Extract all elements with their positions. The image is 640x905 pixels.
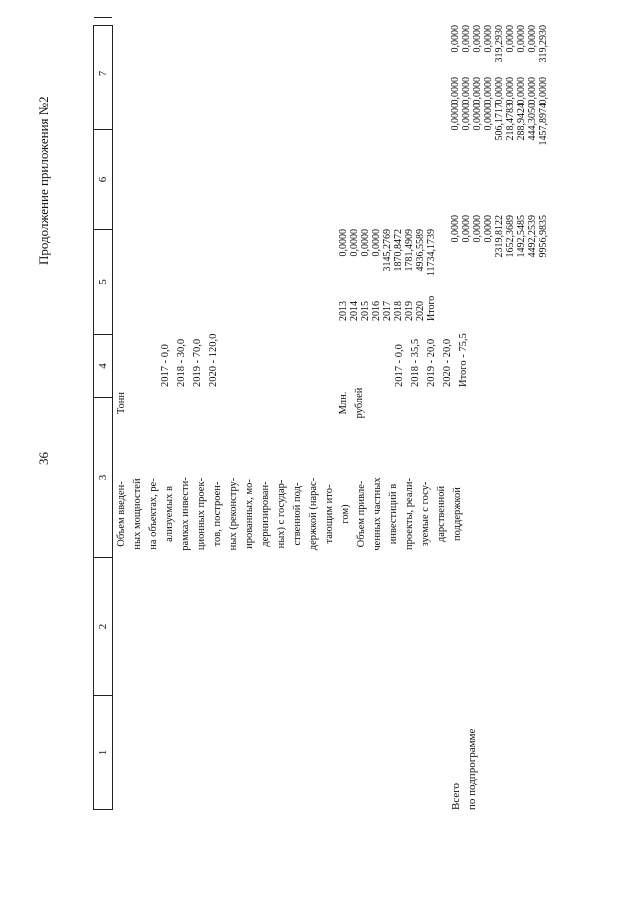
table-cell: 1492,5485	[516, 215, 527, 258]
year-label: 2014	[349, 301, 360, 321]
column-header: 3	[94, 397, 112, 557]
column-header: 6	[94, 129, 112, 229]
table-cell: 0,0000	[349, 229, 360, 257]
table-cell: 11734,1739	[426, 229, 437, 277]
target-line: 2017 - 0,0	[160, 344, 171, 387]
column-header: 2	[94, 557, 112, 695]
table-cell: 0,0000	[360, 229, 371, 257]
target-line: 2018 - 35,5	[410, 338, 421, 387]
table-cell: 9956,9835	[538, 215, 549, 258]
description-line: ченных частных	[372, 477, 383, 551]
table-cell: 319,2930	[494, 25, 505, 63]
table-cell: 0,0000	[461, 77, 472, 105]
total-col6	[338, 229, 437, 281]
table-cell: 0,0000	[450, 25, 461, 53]
year-label: 2016	[371, 301, 382, 321]
table-cell: 444,3050	[527, 103, 538, 141]
total-col10	[450, 25, 549, 71]
description-line: дернизирован-	[260, 481, 271, 547]
description-line: ных) с государ-	[276, 479, 287, 549]
description-line: ционных проек-	[196, 477, 207, 551]
table-cell: 0,0000	[538, 77, 549, 105]
table-cell: 0,0000	[450, 103, 461, 131]
description-line: поддержкой	[452, 487, 463, 541]
table-cell: 288,9424	[516, 103, 527, 141]
description-line: тающим ито-	[324, 484, 335, 544]
year-label: Итого	[426, 295, 437, 321]
table-cell: 0,0000	[505, 25, 516, 53]
target-line: 2020 - 20,0	[442, 338, 453, 387]
row1-description	[114, 435, 354, 593]
page-number: 36	[36, 452, 51, 465]
table-cell: 1652,3689	[505, 215, 516, 258]
table-cell: 0,0000	[338, 229, 349, 257]
target-line: Итого - 75,5	[458, 333, 469, 387]
description-line: зуемые с госу-	[420, 481, 431, 547]
table-cell: 0,0000	[516, 77, 527, 105]
table-cell: 0,0000	[472, 215, 483, 243]
unit-line: рублей	[354, 387, 365, 419]
continuation-title: Продолжение приложения №2	[36, 96, 51, 265]
row2-description	[354, 435, 466, 593]
description-line: ализуемых в	[164, 486, 175, 542]
total-label	[448, 729, 480, 810]
total-col9	[450, 77, 549, 115]
description-line: держкой (нарас-	[308, 477, 319, 551]
table-cell: 319,2930	[538, 25, 549, 63]
total-years	[338, 296, 437, 321]
table-cell: 0,0000	[371, 229, 382, 257]
column-header: 5	[94, 229, 112, 334]
description-line: рамках инвести-	[180, 477, 191, 551]
description-line: ственной под-	[292, 482, 303, 546]
table-cell: 0,0000	[450, 77, 461, 105]
total-label-line: Всего	[450, 783, 462, 810]
description-line: проекты, реали-	[404, 478, 415, 550]
description-line: инвестиций в	[388, 483, 399, 545]
description-line: ированных, мо-	[244, 479, 255, 549]
row1-unit: Тонн	[116, 391, 127, 415]
table-cell: 0,0000	[483, 215, 494, 243]
description-line: тов, построен-	[212, 481, 223, 547]
description-line: ных (реконстру-	[228, 477, 239, 551]
table-cell: 0,0000	[483, 77, 494, 105]
year-label: 2017	[382, 301, 393, 321]
table-cell: 2319,8122	[494, 215, 505, 258]
table-cell: 0,0000	[461, 215, 472, 243]
description-line: Объем привле-	[356, 480, 367, 548]
column-header: 7	[94, 17, 112, 129]
table-cell: 3145,2769	[382, 229, 393, 272]
row2-unit	[336, 375, 368, 431]
unit-line: Млн.	[338, 391, 349, 415]
total-col7	[450, 215, 549, 267]
table-cell: 0,0000	[461, 25, 472, 53]
description-line: Объем введен-	[116, 481, 127, 547]
table-cell: 0,0000	[472, 25, 483, 53]
row1-targets	[158, 334, 222, 387]
column-header	[94, 0, 112, 17]
table-cell: 0,0000	[516, 25, 527, 53]
row2-targets	[392, 333, 472, 387]
column-header: 4	[94, 334, 112, 397]
year-label: 2020	[415, 301, 426, 321]
table-cell: 1870,8472	[393, 229, 404, 272]
year-label: 2018	[393, 301, 404, 321]
table-cell: 0,0000	[505, 77, 516, 105]
target-line: 2019 - 20,0	[426, 338, 437, 387]
table-cell: 0,0000	[483, 103, 494, 131]
total-label-line: по подпрограмме	[466, 728, 478, 810]
table-cell: 0,0000	[472, 103, 483, 131]
table-cell: 0,0000	[527, 25, 538, 53]
table-cell: 1457,8974	[538, 103, 549, 146]
table-cell: 506,1717	[494, 103, 505, 141]
table-cell: 4936,5589	[415, 229, 426, 272]
year-label: 2015	[360, 301, 371, 321]
table-cell: 0,0000	[527, 77, 538, 105]
description-line: дарственной	[436, 485, 447, 543]
target-line: 2020 - 120,0	[208, 333, 219, 387]
table-cell: 0,0000	[461, 103, 472, 131]
target-line: 2017 - 0,0	[394, 344, 405, 387]
target-line: 2018 - 30,0	[176, 338, 187, 387]
description-line: на объектах, ре-	[148, 478, 159, 550]
column-header: 1	[94, 695, 112, 809]
table-cell: 0,0000	[494, 77, 505, 105]
table-cell: 0,0000	[472, 77, 483, 105]
column-header-row	[93, 25, 113, 810]
table-cell: 218,4783	[505, 103, 516, 141]
table-cell: 1781,4909	[404, 229, 415, 272]
year-label: 2019	[404, 301, 415, 321]
table-cell: 0,0000	[450, 215, 461, 243]
table-cell: 0,0000	[483, 25, 494, 53]
description-line: гом)	[340, 504, 351, 524]
target-line: 2019 - 70,0	[192, 338, 203, 387]
description-line: ных мощностей	[132, 478, 143, 550]
table-cell: 4492,2539	[527, 215, 538, 258]
year-label: 2013	[338, 301, 349, 321]
